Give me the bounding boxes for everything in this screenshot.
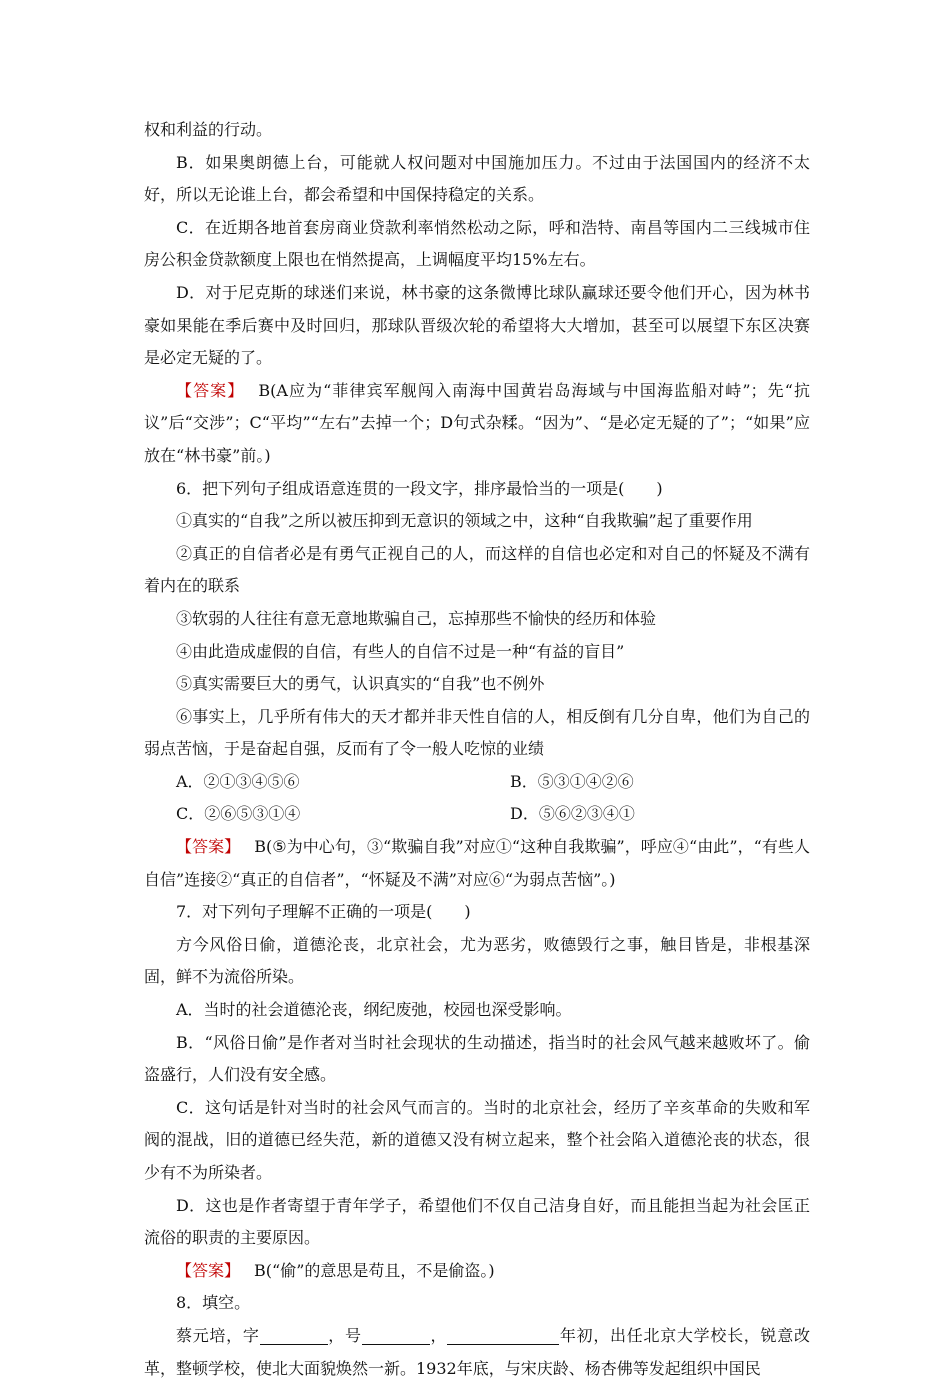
q6-option-a: A．②①③④⑤⑥ bbox=[176, 771, 300, 791]
blank-courtesy-name[interactable] bbox=[260, 1324, 328, 1345]
document-page bbox=[144, 114, 810, 1385]
q7-answer-text: B(“偷”的意思是苟且，不是偷盗。) bbox=[254, 1260, 495, 1280]
q5-answer-text: B(A应为“菲律宾军舰闯入南海中国黄岩岛海域与中国海监船对峙”；先“抗议”后“交涉”；C“平均”“左右”去掉一个；D句式杂糅。“因为”、“是必定无疑的了”；“如果”应放在“林书豪”前。) bbox=[144, 380, 810, 465]
q7-answer bbox=[144, 1255, 810, 1288]
q6-sentence-5: ⑤真实需要巨大的勇气，认识真实的“自我”也不例外 bbox=[176, 674, 545, 694]
q6-options-row-1 bbox=[144, 766, 810, 799]
q7-option-c: C．这句话是针对当时的社会风气而言的。当时的北京社会，经历了辛亥革命的失败和军阀的混战，旧的道德已经失范，新的道德又没有树立起来，整个社会陷入道德沦丧的状态，很少有不为所染者。 bbox=[144, 1097, 810, 1182]
answer-label: 【答案】 bbox=[176, 837, 241, 857]
q6-sentence-2: ②真正的自信者必是有勇气正视自己的人，而这样的自信也必定和对自己的怀疑及不满有着内在的联系 bbox=[144, 543, 810, 596]
q5-option-d: D．对于尼克斯的球迷们来说，林书豪的这条微博比球队赢球还要令他们开心，因为林书豪如果能在季后赛中及时回归，那球队晋级次轮的希望将大大增加，甚至可以展望下东区决赛是必定无疑的了。 bbox=[144, 282, 810, 368]
q6-sentence-1: ①真实的“自我”之所以被压抑到无意识的领域之中，这种“自我欺骗”起了重要作用 bbox=[176, 511, 753, 531]
q7-option-b: B．“风俗日偷”是作者对当时社会现状的生动描述，指当时的社会风气越来越败坏了。偷盗盛行，人们没有安全感。 bbox=[144, 1032, 810, 1085]
blank-pseudonym[interactable] bbox=[362, 1324, 430, 1345]
q6-option-d: D．⑤⑥②③④① bbox=[510, 804, 635, 824]
q8-stem: 8．填空。 bbox=[176, 1293, 251, 1313]
q7-option-d: D．这也是作者寄望于青年学子，希望他们不仅自己洁身自好，而且能担当起为社会匡正流俗的职责的主要原因。 bbox=[144, 1195, 810, 1248]
blank-year[interactable] bbox=[447, 1324, 559, 1345]
q8-text-2: ，号 bbox=[327, 1325, 362, 1345]
q6-answer-text: B(⑤为中心句，③“欺骗自我”对应①“这种自我欺骗”，呼应④“由此”，“有些人自信”连接②“真正的自信者”，“怀疑及不满”对应⑥“为弱点苦恼”。) bbox=[144, 837, 810, 889]
q6-option-b: B．⑤③①④②⑥ bbox=[510, 771, 634, 791]
q7-stem: 7．对下列句子理解不正确的一项是( ) bbox=[176, 902, 471, 922]
q6-options-row-2 bbox=[144, 798, 810, 831]
q8-text-4: 年初，出任北京大学校长，锐意改革，整顿学校，使北大面貌焕然一新。1932年底，与宋庆龄、杨杏佛等发起组织中国民 bbox=[144, 1325, 810, 1378]
answer-label: 【答案】 bbox=[176, 380, 245, 400]
q7-quote: 方今风俗日偷，道德沦丧，北京社会，尤为恶劣，败德毁行之事，触目皆是，非根基深固，鲜不为流俗所染。 bbox=[144, 934, 810, 987]
q6-option-c: C．②⑥⑤③①④ bbox=[176, 804, 301, 824]
q6-stem: 6．把下列句子组成语意连贯的一段文字，排序最恰当的一项是( ) bbox=[176, 478, 663, 498]
q5-answer bbox=[144, 375, 810, 473]
q6-sentence-4: ④由此造成虚假的自信，有些人的自信不过是一种“有益的盲目” bbox=[176, 641, 625, 661]
q5-option-a-tail: 权和利益的行动。 bbox=[144, 120, 273, 139]
q7-option-a: A．当时的社会道德沦丧，纲纪废弛，校园也深受影响。 bbox=[176, 1000, 572, 1020]
q6-sentence-3: ③软弱的人往往有意无意地欺骗自己，忘掉那些不愉快的经历和体验 bbox=[176, 608, 657, 628]
q6-answer bbox=[144, 831, 810, 896]
q8-fill-paragraph bbox=[144, 1320, 810, 1385]
q6-sentence-6: ⑥事实上，几乎所有伟大的天才都并非天性自信的人，相反倒有几分自卑，他们为自己的弱点苦恼，于是奋起自强，反而有了令一般人吃惊的业绩 bbox=[144, 706, 810, 759]
q5-option-b: B．如果奥朗德上台，可能就人权问题对中国施加压力。不过由于法国国内的经济不太好，所以无论谁上台，都会希望和中国保持稳定的关系。 bbox=[144, 152, 810, 205]
q5-option-c: C．在近期各地首套房商业贷款利率悄然松动之际，呼和浩特、南昌等国内二三线城市住房公积金贷款额度上限也在悄然提高，上调幅度平均15%左右。 bbox=[144, 217, 810, 270]
q8-text-1: 蔡元培，字 bbox=[176, 1325, 260, 1345]
answer-label: 【答案】 bbox=[176, 1260, 241, 1280]
q8-text-3: ， bbox=[429, 1325, 448, 1345]
